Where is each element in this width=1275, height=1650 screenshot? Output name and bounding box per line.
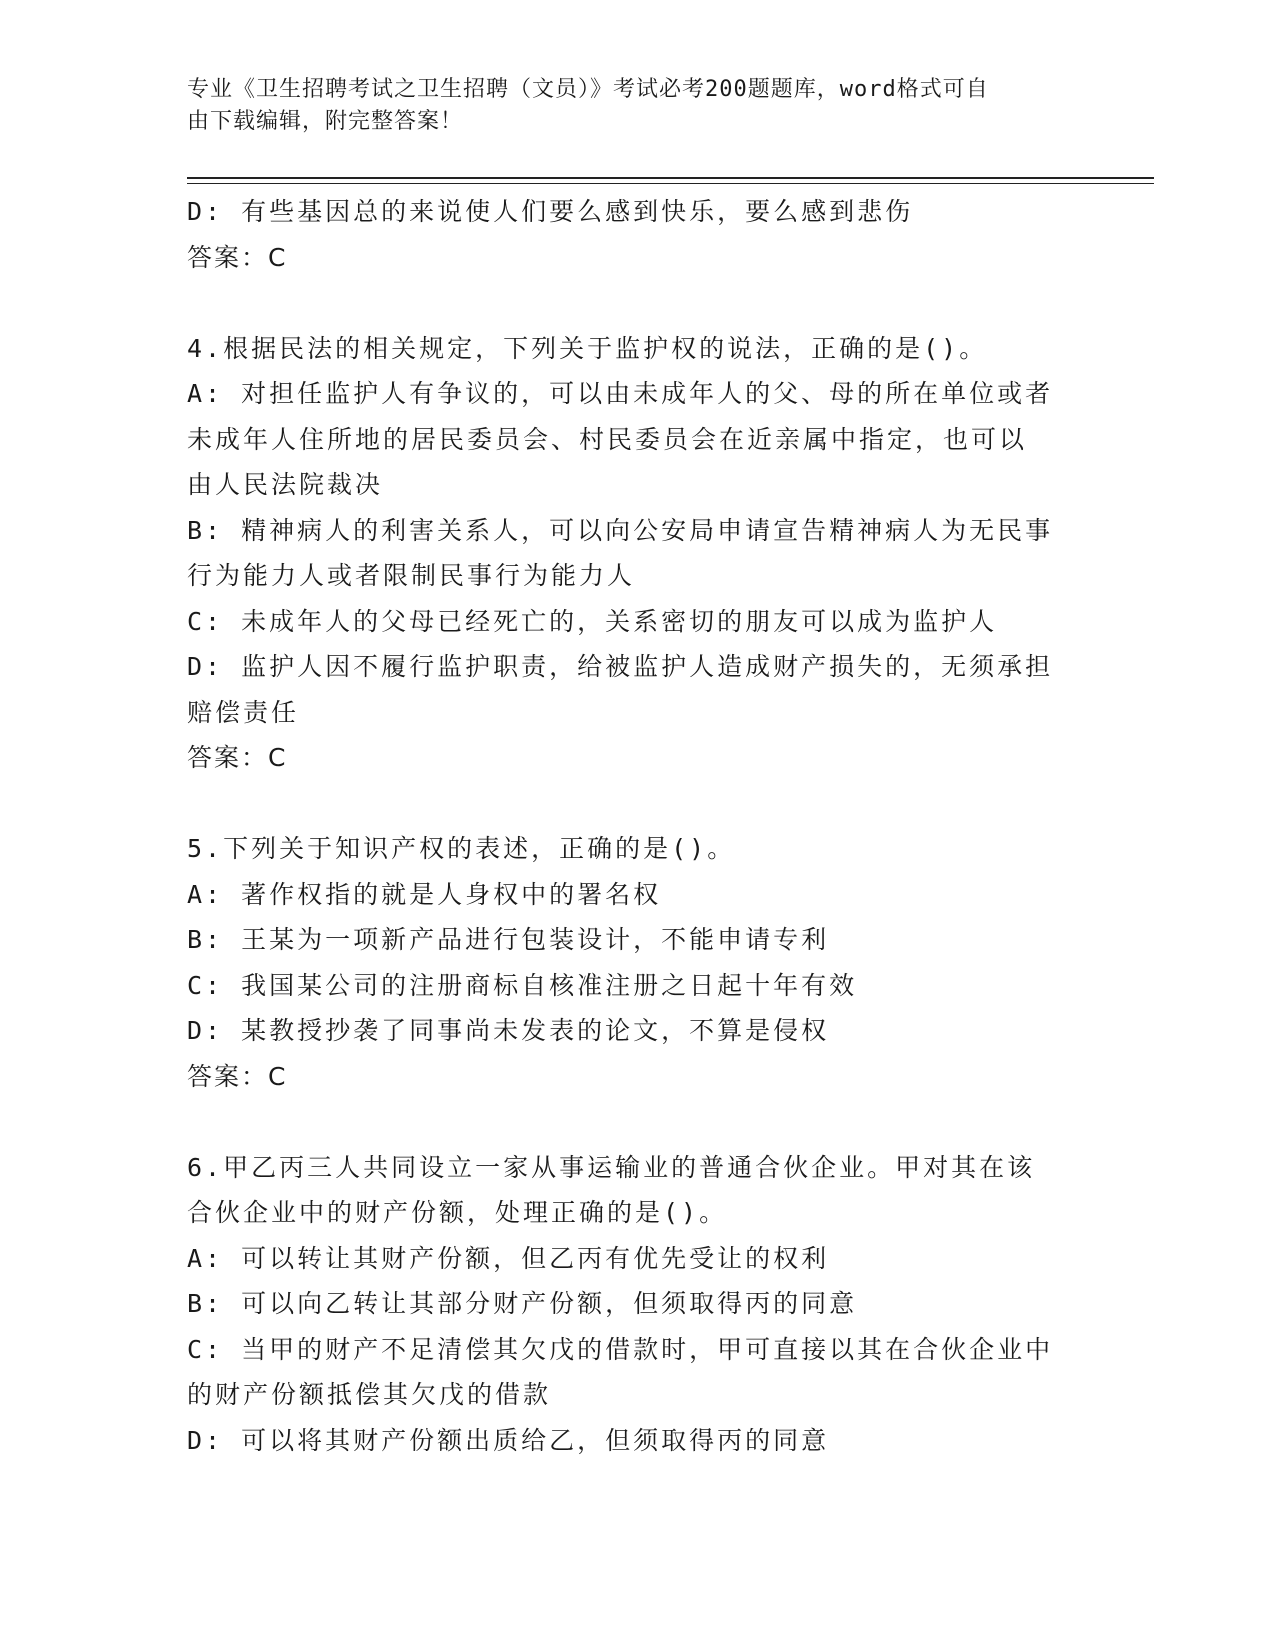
question-stem-cont: 合伙企业中的财产份额，处理正确的是()。 [187, 1198, 728, 1227]
option-d: D: 可以将其财产份额出质给乙，但须取得丙的同意 [187, 1425, 830, 1455]
page-header [187, 74, 1067, 138]
option-d: D: 有些基因总的来说使人们要么感到快乐，要么感到悲伤 [187, 197, 914, 226]
answer-line: 答案：C [187, 242, 288, 272]
question-list [187, 189, 1087, 1463]
option-a: A: 著作权指的就是人身权中的署名权 [187, 879, 662, 909]
answer-line: 答案：C [187, 743, 288, 772]
question-4 [187, 326, 1087, 781]
option-c-cont: 的财产份额抵偿其欠戊的借款 [187, 1380, 552, 1409]
option-b-cont: 行为能力人或者限制民事行为能力人 [187, 561, 636, 590]
option-b: B: 可以向乙转让其部分财产份额，但须取得丙的同意 [187, 1289, 858, 1318]
option-d: D: 监护人因不履行监护职责，给被监护人造成财产损失的，无须承担 [187, 652, 1054, 681]
option-d: D: 某教授抄袭了同事尚未发表的论文，不算是侵权 [187, 1016, 830, 1045]
spacer [187, 781, 1087, 827]
option-c: C: 当甲的财产不足清偿其欠戊的借款时，甲可直接以其在合伙企业中 [187, 1334, 1054, 1364]
option-c: C: 我国某公司的注册商标自核准注册之日起十年有效 [187, 970, 858, 1000]
previous-question-tail [187, 189, 1087, 280]
spacer [187, 1099, 1087, 1145]
question-stem: 4.根据民法的相关规定，下列关于监护权的说法，正确的是()。 [187, 333, 988, 363]
header-title-line-1: 专业《卫生招聘考试之卫生招聘（文员）》考试必考200题题库，word格式可自 [187, 77, 989, 102]
option-a: A: 可以转让其财产份额，但乙丙有优先受让的权利 [187, 1243, 830, 1273]
option-b: B: 王某为一项新产品进行包装设计，不能申请专利 [187, 925, 830, 954]
question-6 [187, 1145, 1087, 1464]
option-c: C: 未成年人的父母已经死亡的，关系密切的朋友可以成为监护人 [187, 606, 998, 636]
header-title-line-2: 由下载编辑，附完整答案！ [187, 109, 464, 134]
option-d-cont: 赔偿责任 [187, 697, 300, 727]
option-a: A: 对担任监护人有争议的，可以由未成年人的父、母的所在单位或者 [187, 379, 1054, 408]
option-b: B: 精神病人的利害关系人，可以向公安局申请宣告精神病人为无民事 [187, 515, 1054, 545]
header-divider-thin [187, 183, 1154, 184]
header-divider-thick [187, 177, 1154, 179]
question-stem: 5.下列关于知识产权的表述，正确的是()。 [187, 834, 736, 863]
answer-line: 答案：C [187, 1061, 288, 1091]
option-a-cont: 由人民法院裁决 [187, 470, 384, 499]
spacer [187, 280, 1087, 326]
option-a-cont: 未成年人住所地的居民委员会、村民委员会在近亲属中指定，也可以 [187, 424, 1028, 454]
question-stem: 6.甲乙丙三人共同设立一家从事运输业的普通合伙企业。甲对其在该 [187, 1152, 1036, 1182]
question-5 [187, 826, 1087, 1099]
